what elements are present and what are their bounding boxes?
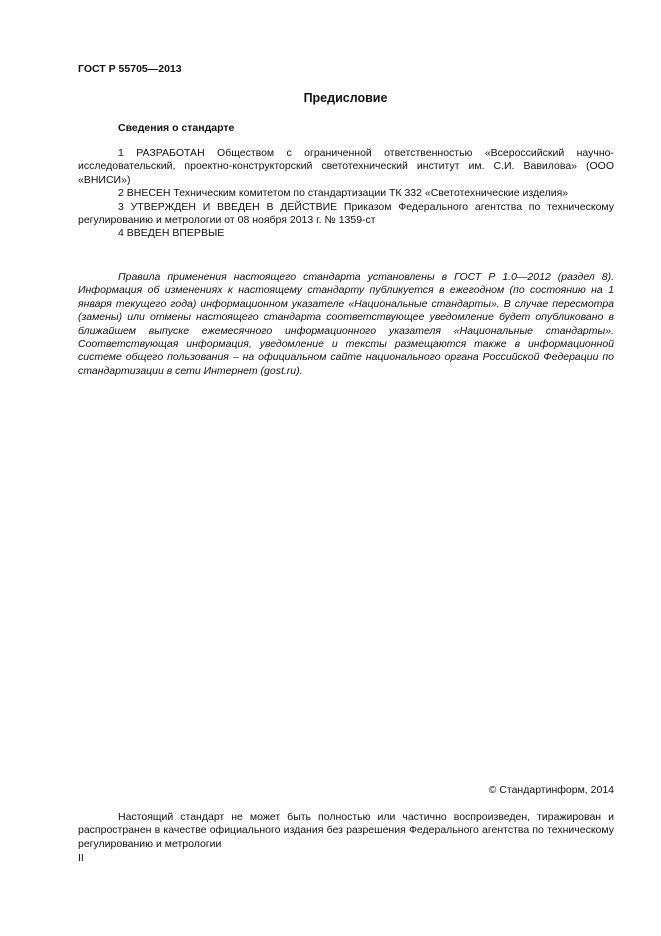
info-item-approved: 3 УТВЕРЖДЕН И ВВЕДЕН В ДЕЙСТВИЕ Приказом Федерального агентства по техническому регулированию и метрологии от 08 ноября 2013 г. № 1359-ст [78, 200, 614, 227]
application-rules-notice [78, 271, 614, 378]
notice-text: Правила применения настоящего стандарта установлены в ГОСТ Р 1.0—2012 (раздел 8). Информация об изменениях к настоящему стандарту публикуется в ежегодном (по состоянию на 1 января текущего года) информационном указателе «Национальные стандарты». В случае пересмотра (замены) или отмены настоящего стандарта соответствующее уведомление будет опубликовано в ближайшем выпуске ежемесячного информационного указателя «Национальные стандарты». Соответствующая информация, уведомление и тексты размещаются также в информационной системе общего пользования – на официальном сайте национального органа Российской Федерации по стандартизации в сети Интернет (gost.ru). [78, 271, 614, 377]
page-title: Предисловие [303, 91, 388, 105]
standard-info-list [78, 147, 614, 241]
legal-text: Настоящий стандарт не может быть полностью или частично воспроизведен, тиражирован и распространен в качестве официального издания без разрешения Федерального агентства по техническому регулированию и метрологии [78, 811, 614, 850]
info-item-developed: 1 РАЗРАБОТАН Обществом с ограниченной ответственностью «Всероссийский научно-исследовательский, проектно-конструкторский светотехнический институт им. С.И. Вавилова» (ООО «ВНИСИ») [78, 147, 614, 186]
standard-id: ГОСТ Р 55705—2013 [78, 63, 182, 75]
section-subtitle: Сведения о стандарте [118, 122, 235, 134]
info-item-submitted: 2 ВНЕСЕН Техническим комитетом по стандартизации ТК 332 «Светотехнические изделия» [118, 187, 569, 200]
info-item-introduced: 4 ВВЕДЕН ВПЕРВЫЕ [118, 227, 225, 240]
page-number: II [78, 852, 84, 864]
legal-notice [78, 811, 614, 851]
copyright: © Стандартинформ, 2014 [488, 784, 614, 796]
